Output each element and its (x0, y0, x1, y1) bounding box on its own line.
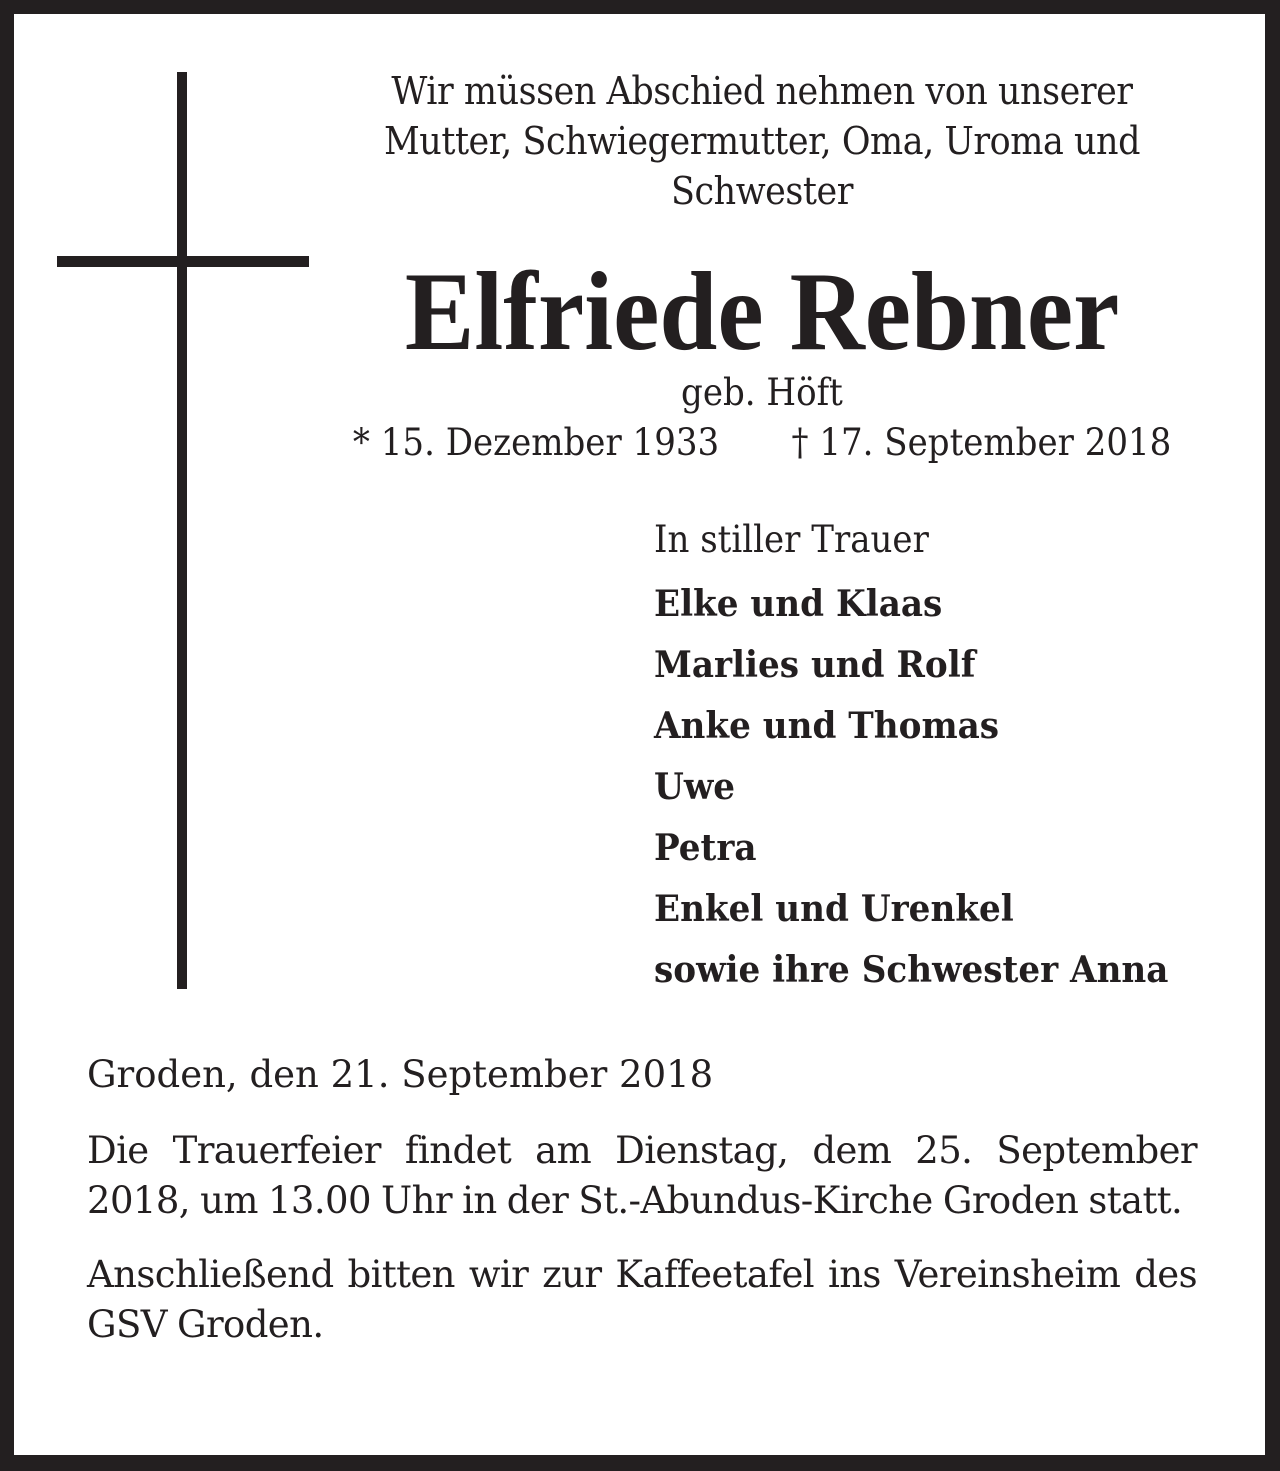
mourner-name: Elke und Klaas (654, 583, 943, 625)
intro-line: Mutter, Schwiegermutter, Oma, Uroma und (383, 119, 1141, 163)
maiden-name-text: geb. Höft (681, 371, 843, 414)
funeral-info: Die Trauerfeier findet am Dienstag, dem 25. September 2018, um 13.00 Uhr in der St.-Abundus-Kirche Groden statt. (87, 1129, 1197, 1222)
mourner-item (654, 940, 1214, 1001)
mourning-heading (654, 514, 1214, 574)
mourner-name: Marlies und Rolf (654, 644, 976, 686)
cross-icon (177, 72, 187, 989)
mourner-name: Anke und Thomas (654, 705, 1000, 747)
deceased-name-text: Elfriede Rebner (404, 250, 1120, 374)
cross-icon-crossbar (57, 256, 309, 267)
mourner-item (654, 635, 1214, 696)
intro-text (320, 66, 1204, 216)
reception-info: Anschließend bitten wir zur Kaffeetafel ins Vereinsheim des GSV Groden. (87, 1253, 1197, 1346)
mourner-item (654, 879, 1214, 940)
intro-line: Schwester (671, 169, 853, 213)
place-date: Groden, den 21. September 2018 (87, 1053, 714, 1096)
mourner-name: Petra (654, 827, 757, 869)
death-date: † 17. September 2018 (791, 421, 1171, 464)
mourner-item (654, 818, 1214, 879)
intro-line: Wir müssen Abschied nehmen von unserer (391, 69, 1133, 113)
mourning-heading-text: In stiller Trauer (654, 518, 929, 561)
mourner-item (654, 757, 1214, 818)
mourner-name: Uwe (654, 766, 736, 808)
mourner-name: Enkel und Urenkel (654, 888, 1014, 930)
deceased-name (320, 252, 1204, 372)
life-dates (320, 418, 1204, 468)
maiden-name (320, 368, 1204, 418)
mourners-list (654, 514, 1214, 1001)
footer-text (87, 1050, 1197, 1374)
mourner-item (654, 574, 1214, 635)
birth-date: * 15. Dezember 1933 (352, 421, 719, 464)
mourner-name: sowie ihre Schwester Anna (654, 949, 1169, 991)
mourner-item (654, 696, 1214, 757)
